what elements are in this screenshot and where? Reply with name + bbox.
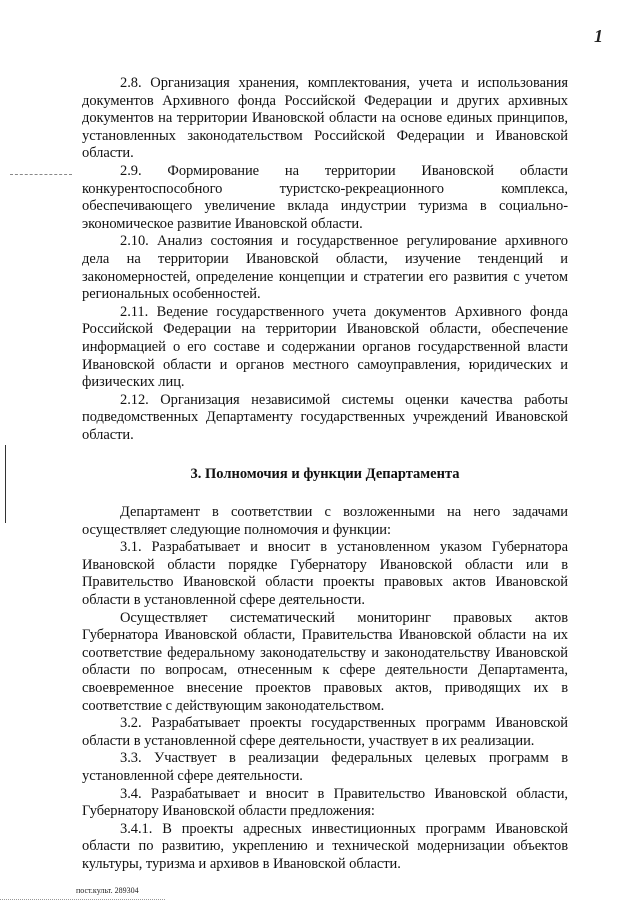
paragraph-3-4: 3.4. Разрабатывает и вносит в Правительство Ивановской области, Губернатору Ивановской области предложения:: [82, 785, 568, 820]
paragraph-3-1: 3.1. Разрабатывает и вносит в установленном указом Губернатора Ивановской области порядке Губернатору Ивановской области или в Правительство Ивановской области проекты правовых актов Ивановской области в установленной сфере деятельности.: [82, 539, 568, 609]
paragraph-2-9: 2.9. Формирование на территории Ивановской области конкурентоспособного туристско-рекреационного комплекса, обеспечивающего увеличение вклада индустрии туризма в социально-экономическое развитие Ивановской области.: [82, 162, 568, 232]
paragraph-2-10: 2.10. Анализ состояния и государственное регулирование архивного дела на территории Ивановской области, изучение тенденций и закономерностей, определение концепции и стратегии его развития с учетом региональных особенностей.: [82, 233, 568, 303]
footer-dotted-line: [0, 899, 165, 900]
footer-code: пост.культ. 289304: [76, 886, 139, 895]
paragraph-2-12: 2.12. Организация независимой системы оценки качества работы подведомственных Департаменту государственных учреждений Ивановской области.: [82, 391, 568, 443]
paragraph-3-4-1: 3.4.1. В проекты адресных инвестиционных программ Ивановской области по развитию, укреплению и технической модернизации объектов культуры, туризма и архивов в Ивановской области.: [82, 820, 568, 872]
section-heading: 3. Полномочия и функции Департамента: [190, 466, 460, 483]
document-body: [82, 75, 568, 874]
paragraph-2-8: 2.8. Организация хранения, комплектования, учета и использования документов Архивного фонда Российской Федерации и других архивных документов на территории Ивановской области на основе единых принципов, установленных законодательством Российской Федерации и Ивановской области.: [82, 75, 568, 162]
paragraph-intro: Департамент в соответствии с возложенными на него задачами осуществляет следующие полномочия и функции:: [82, 504, 568, 538]
paragraph-3-2: 3.2. Разрабатывает проекты государственных программ Ивановской области в установленной сфере деятельности, участвует в их реализации.: [82, 715, 568, 749]
paragraph-3-3: 3.3. Участвует в реализации федеральных целевых программ в установленной сфере деятельности.: [82, 750, 568, 784]
paragraph-monitoring: Осуществляет систематический мониторинг правовых актов Губернатора Ивановской области, Правительства Ивановской области на их соответствие федеральному законодательству и законодательству Ивановской области по вопросам, отнесенным к сфере деятельности Департамента, своевременное внесение проектов правовых актов, приводящих их в соответствие с действующим законодательством.: [82, 609, 568, 714]
scan-side-line: [5, 445, 6, 523]
paragraph-2-11: 2.11. Ведение государственного учета документов Архивного фонда Российской Федерации на территории Ивановской области, обеспечение информацией о его составе и содержании органов государственной власти Ивановской области и органов местного самоуправления, юридических и физических лиц.: [82, 303, 568, 391]
scan-dash-mark: [10, 174, 72, 175]
page-number-mark: 1: [594, 26, 603, 46]
